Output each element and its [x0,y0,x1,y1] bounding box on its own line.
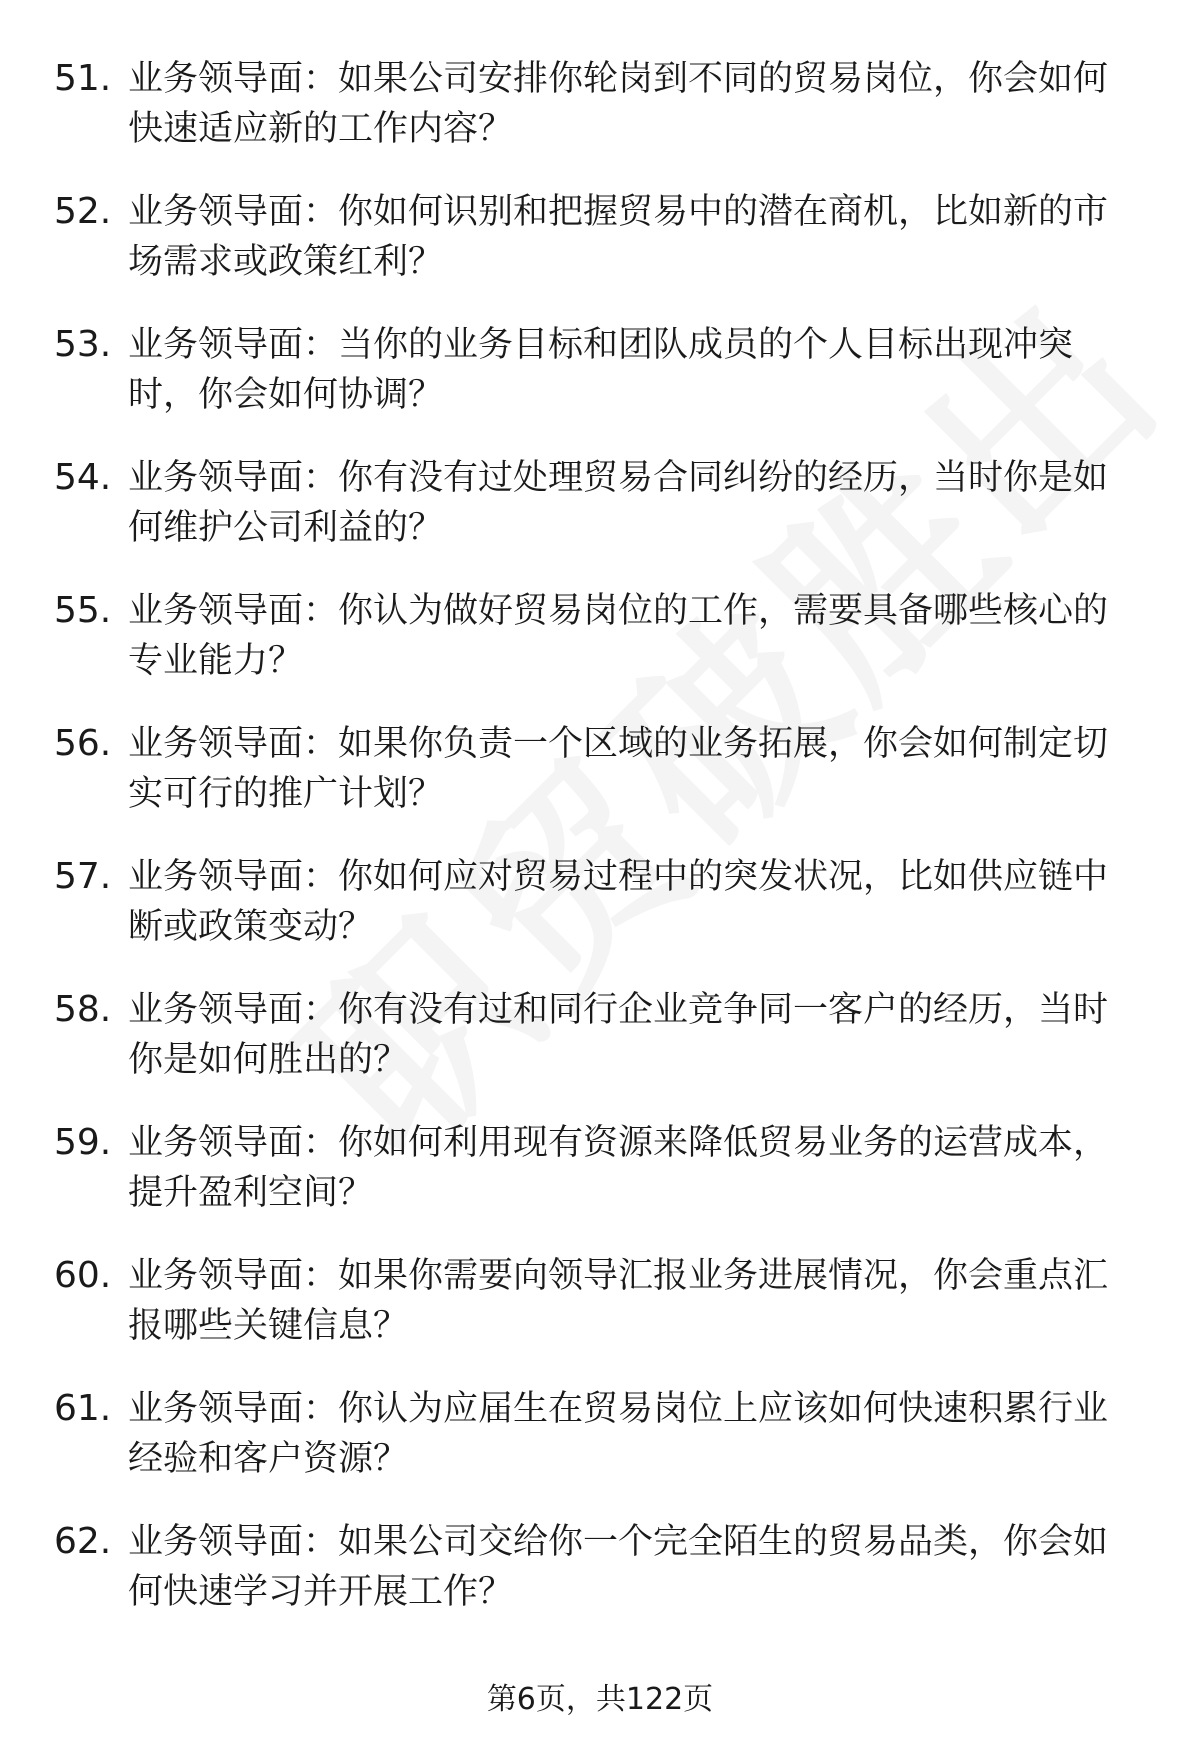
question-text: 业务领导面：如果你负责一个区域的业务拓展，你会如何制定切实可行的推广计划？ [128,724,1109,814]
question-number: 56. [54,723,112,764]
question-number: 52. [54,191,112,232]
question-number: 53. [54,324,112,365]
question-number: 54. [54,457,112,498]
question-text: 业务领导面：你如何应对贸易过程中的突发状况，比如供应链中断或政策变动？ [128,857,1109,947]
list-item [0,1517,1200,1650]
question-number: 55. [54,590,112,631]
list-item [0,985,1200,1118]
question-text: 业务领导面：你有没有过处理贸易合同纠纷的经历，当时你是如何维护公司利益的？ [128,458,1109,548]
question-text: 业务领导面：如果你需要向领导汇报业务进展情况，你会重点汇报哪些关键信息？ [128,1256,1109,1346]
question-number: 59. [54,1122,112,1163]
list-item [0,852,1200,985]
question-number: 61. [54,1388,112,1429]
list-item [0,54,1200,187]
question-text: 业务领导面：如果公司交给你一个完全陌生的贸易品类，你会如何快速学习并开展工作？ [128,1522,1109,1612]
question-number: 62. [54,1521,112,1562]
question-text: 业务领导面：你认为应届生在贸易岗位上应该如何快速积累行业经验和客户资源？ [128,1389,1109,1479]
question-text: 业务领导面：你如何利用现有资源来降低贸易业务的运营成本，提升盈利空间？ [128,1123,1109,1213]
list-item [0,1251,1200,1384]
list-item [0,1384,1200,1517]
list-item [0,719,1200,852]
question-number: 57. [54,856,112,897]
question-text: 业务领导面：如果公司安排你轮岗到不同的贸易岗位，你会如何快速适应新的工作内容？ [128,59,1109,149]
question-number: 51. [54,58,112,99]
list-item [0,187,1200,320]
question-list [0,54,1200,1650]
question-text: 业务领导面：你认为做好贸易岗位的工作，需要具备哪些核心的专业能力？ [128,591,1109,681]
question-number: 58. [54,989,112,1030]
list-item [0,320,1200,453]
page-footer: 第6页，共122页 [486,1682,714,1717]
question-text: 业务领导面：当你的业务目标和团队成员的个人目标出现冲突时，你会如何协调？ [128,325,1074,415]
question-text: 业务领导面：你有没有过和同行企业竞争同一客户的经历，当时你是如何胜出的？ [128,990,1109,1080]
question-number: 60. [54,1255,112,1296]
question-text: 业务领导面：你如何识别和把握贸易中的潜在商机，比如新的市场需求或政策红利？ [128,192,1109,282]
list-item [0,453,1200,586]
list-item [0,1118,1200,1251]
list-item [0,586,1200,719]
